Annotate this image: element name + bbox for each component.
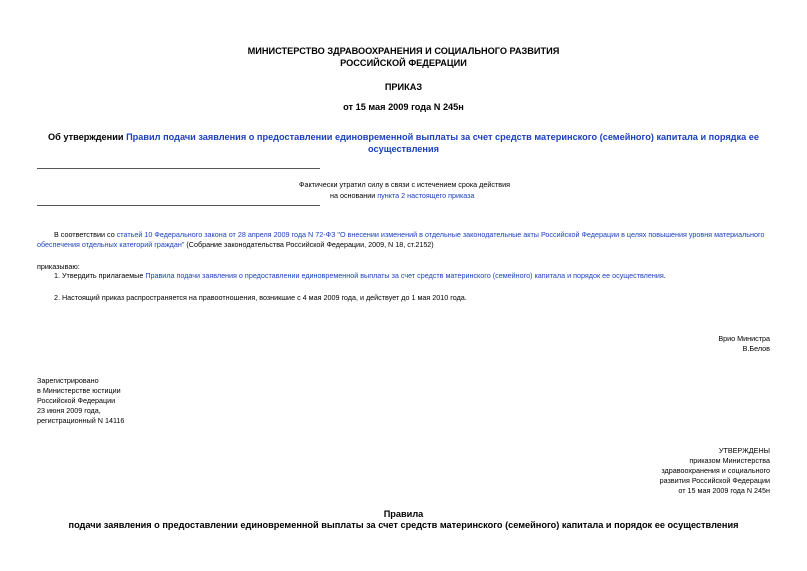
order-word: приказываю: xyxy=(37,262,80,271)
registration-line2: в Министерстве юстиции xyxy=(37,386,121,395)
approval-line5: от 15 мая 2009 года N 245н xyxy=(678,486,770,495)
document-date: от 15 мая 2009 года N 245н xyxy=(343,102,464,112)
approval-line4: развития Российской Федерации xyxy=(659,476,770,485)
federal-law-link-cont[interactable]: обеспечения отдельных категорий граждан" xyxy=(37,240,185,249)
ministry-name-line2: РОССИЙСКОЙ ФЕДЕРАЦИИ xyxy=(340,58,467,68)
registration-line3: Российской Федерации xyxy=(37,396,116,405)
approval-line1: УТВЕРЖДЕНЫ xyxy=(718,446,770,455)
status-note-line1: Фактически утратил силу в связи с истечением срока действия xyxy=(299,180,510,189)
registration-line5: регистрационный N 14116 xyxy=(37,416,125,425)
order-item-2: 2. Настоящий приказ распространяется на правоотношения, возникшие с 4 мая 2009 года, и действует до 1 мая 2010 года. xyxy=(54,293,467,302)
status-note-line2 xyxy=(330,191,475,201)
preamble-suffix: (Собрание законодательства Российской Федерации, 2009, N 18, ст.2152) xyxy=(184,240,434,249)
document-type: ПРИКАЗ xyxy=(384,82,423,92)
rules-subheading: подачи заявления о предоставлении единовременной выплаты за счет средств материнского (семейного) капитала и порядок ее осуществления xyxy=(68,520,739,530)
rules-link[interactable]: Правила подачи заявления о предоставлении единовременной выплаты за счет средств материнского (семейного) капитала и порядок ее осуществления xyxy=(145,271,664,280)
signature-position: Врио Министра xyxy=(718,334,770,343)
order-item-1 xyxy=(54,271,666,281)
approval-line3: здравоохранения и социального xyxy=(661,466,770,475)
registration-line1: Зарегистрировано xyxy=(37,376,99,385)
rules-title-link-line2[interactable]: осуществления xyxy=(368,144,439,154)
rules-title-link[interactable]: Правил подачи заявления о предоставлении единовременной выплаты за счет средств материнского (семейного) капитала и порядка ее xyxy=(126,132,759,142)
separator-top xyxy=(37,168,320,169)
status-note-prefix: на основании xyxy=(330,191,378,200)
clause-2-link[interactable]: пункта 2 настоящего приказа xyxy=(377,191,475,200)
registration-line4: 23 июня 2009 года, xyxy=(37,406,101,415)
preamble-line2 xyxy=(37,240,434,250)
preamble-prefix: В соответствии со xyxy=(54,230,117,239)
order-item-1-prefix: 1. Утвердить прилагаемые xyxy=(54,271,146,280)
document-title-prefix: Об утверждении xyxy=(47,132,127,142)
order-item-1-suffix: . xyxy=(663,271,666,280)
separator-bottom xyxy=(37,205,320,206)
document-title-line1 xyxy=(0,131,807,143)
federal-law-link[interactable]: статьей 10 Федерального закона от 28 апреля 2009 года N 72-ФЗ "О внесении изменений в отдельные законодательные акты Российской Федерации в целях повышения уровня материального xyxy=(116,230,765,239)
ministry-name-line1: МИНИСТЕРСТВО ЗДРАВООХРАНЕНИЯ И СОЦИАЛЬНОГО РАЗВИТИЯ xyxy=(247,46,560,56)
approval-line2: приказом Министерства xyxy=(689,456,770,465)
rules-heading: Правила xyxy=(383,509,424,519)
preamble-line1 xyxy=(54,230,764,240)
signature-name: В.Белов xyxy=(742,344,770,353)
